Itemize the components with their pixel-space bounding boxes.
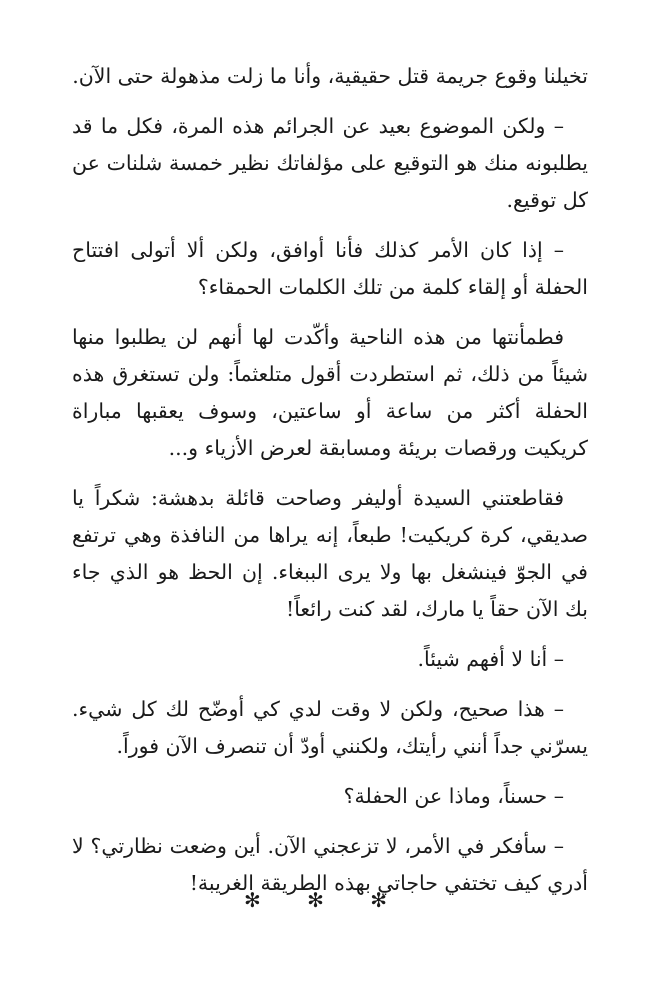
paragraph-3: – إذا كان الأمر كذلك فأنا أوافق، ولكن ألا أتولى افتتاح الحفلة أو إلقاء كلمة من تلك الكلمات الحمقاء؟ [72,238,588,299]
paragraph-6: – أنا لا أفهم شيئاً. [417,647,564,671]
paragraph-5: فقاطعتني السيدة أوليفر وصاحت قائلة بدهشة: شكراً يا صديقي، كرة كريكيت! طبعاً، إنه يراها من النافذة وهي ترتفع في الجوّ فينشغل بها ولا يرى الببغاء. إن الحظ هو الذي جاء بك الآن حقاً يا مارك، لقد كنت رائعاً! [72,486,588,621]
paragraph-2: – ولكن الموضوع بعيد عن الجرائم هذه المرة، فكل ما قد يطلبونه منك هو التوقيع على مؤلفاتك نظير خمسة شلنات عن كل توقيع. [72,114,588,212]
paragraph-4: فطمأنتها من هذه الناحية وأكّدت لها أنهم لن يطلبوا منها شيئاً من ذلك، ثم استطردت أقول متلعثماً: ولن تستغرق هذه الحفلة أكثر من ساعة أو ساعتين، وسوف يعقبها مباراة كريكيت ورقصات بريئة ومسابقة لعرض الأزياء و... [72,325,588,460]
paragraph-9: – سأفكر في الأمر، لا تزعجني الآن. أين وضعت نظارتي؟ لا أدري كيف تختفي حاجاتي بهذه الطريقة الغريبة! [72,834,588,895]
paragraph-1: تخيلنا وقوع جريمة قتل حقيقية، وأنا ما زلت مذهولة حتى الآن. [72,64,588,88]
paragraph-8: – حسناً، وماذا عن الحفلة؟ [343,784,564,808]
section-separator: ✻ ✻ ✻ [244,888,407,912]
paragraph-7: – هذا صحيح، ولكن لا وقت لدي كي أوضّح لك كل شيء. يسرّني جداً أنني رأيتك، ولكنني أودّ أن تنصرف الآن فوراً. [72,697,588,758]
page-body [72,58,588,915]
